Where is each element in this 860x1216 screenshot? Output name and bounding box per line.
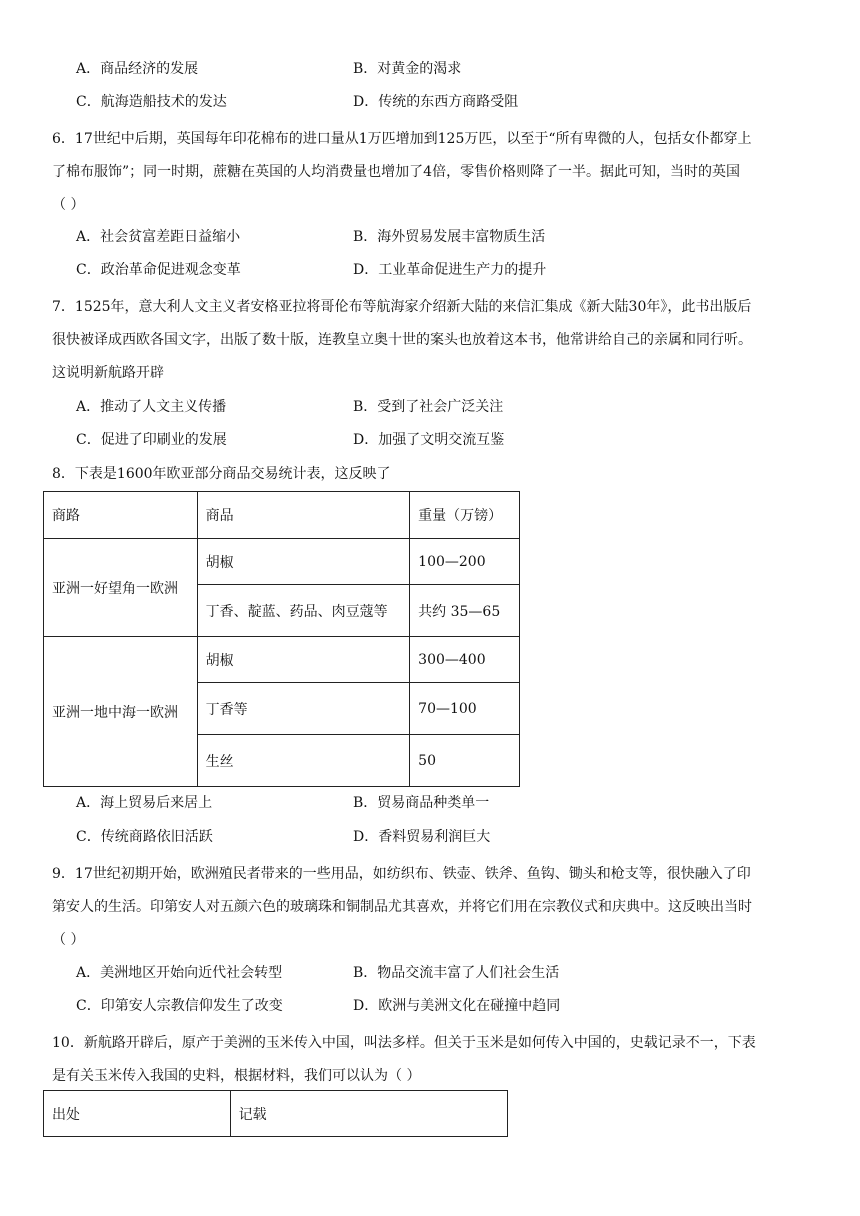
q10-stem-line: 10．新航路开辟后，原产于美洲的玉米传入中国，叫法多样。但关于玉米是如何传入中国的，史载记录不一，下表 [52,1035,756,1051]
q8-option-b: B．贸易商品种类单一 [353,795,490,811]
q6-stem-line: 6．17世纪中后期，英国每年印花棉布的进口量从1万匹增加到125万匹，以至于“所有卑微的人，包括女仆都穿上 [52,131,752,147]
goods-cell: 胡椒 [197,539,410,585]
q7-option-c: C．促进了印刷业的发展 [76,432,227,448]
q8-option-a: A．海上贸易后来居上 [76,795,213,811]
table-row [44,539,520,585]
q9-option-c: C．印第安人宗教信仰发生了改变 [76,998,283,1014]
table-header-weight: 重量（万镑） [410,492,520,539]
table-header-row [44,1091,508,1137]
q5-option-b: B．对黄金的渴求 [353,61,462,77]
weight-cell: 300—400 [410,637,520,683]
q9-option-b: B．物品交流丰富了人们社会生活 [353,965,560,981]
table-header-source: 出处 [44,1091,231,1137]
q9-stem-line: 第安人的生活。印第安人对五颜六色的玻璃珠和铜制品尤其喜欢，并将它们用在宗教仪式和庆典中。这反映出当时 [52,899,752,915]
q6-option-b: B．海外贸易发展丰富物质生活 [353,229,546,245]
q6-option-a: A．社会贫富差距日益缩小 [76,229,241,245]
q10-stem-line: 是有关玉米传入我国的史料，根据材料，我们可以认为（ ） [52,1068,421,1084]
q7-option-b: B．受到了社会广泛关注 [353,399,504,415]
goods-cell: 生丝 [197,735,410,787]
table-header-goods: 商品 [197,492,410,539]
table-header-record: 记载 [230,1091,507,1137]
q6-option-c: C．政治革命促进观念变革 [76,262,241,278]
table-header-route: 商路 [44,492,198,539]
weight-cell: 70—100 [410,683,520,735]
q8-trade-table [43,491,520,787]
q9-option-a: A．美洲地区开始向近代社会转型 [76,965,283,981]
q9-stem [52,858,812,957]
q10-source-table [43,1090,508,1137]
q5-option-d: D．传统的东西方商路受阻 [353,94,519,110]
q10-stem [52,1027,812,1093]
route-cell: 亚洲一好望角一欧洲 [44,539,198,637]
weight-cell: 共约 35—65 [410,585,520,637]
table-header-row [44,492,520,539]
goods-cell: 丁香等 [197,683,410,735]
q6-stem-line: （ ） [52,197,85,213]
q8-option-d: D．香料贸易利润巨大 [353,829,491,845]
q9-stem-line: （ ） [52,932,85,948]
table-row [44,637,520,683]
q5-option-a: A．商品经济的发展 [76,61,199,77]
q7-stem-line: 很快被译成西欧各国文字，出版了数十版，连教皇立奥十世的案头也放着这本书，他常讲给自己的亲属和同行听。 [52,332,752,348]
weight-cell: 50 [410,735,520,787]
q7-stem-line: 7．1525年，意大利人文主义者安格亚拉将哥伦布等航海家介绍新大陆的来信汇集成《新大陆30年》，此书出版后 [52,299,752,315]
q6-stem [52,123,812,222]
q6-option-d: D．工业革命促进生产力的提升 [353,262,547,278]
q7-stem [52,291,812,390]
route-cell: 亚洲一地中海一欧洲 [44,637,198,787]
q8-option-c: C．传统商路依旧活跃 [76,829,213,845]
q9-stem-line: 9．17世纪初期开始，欧洲殖民者带来的一些用品，如纺织布、铁壶、铁斧、鱼钩、锄头和枪支等，很快融入了印 [52,866,751,882]
weight-cell: 100—200 [410,539,520,585]
q7-stem-line: 这说明新航路开辟 [52,365,164,381]
q7-option-a: A．推动了人文主义传播 [76,399,227,415]
goods-cell: 胡椒 [197,637,410,683]
q6-stem-line: 了棉布服饰”；同一时期，蔗糖在英国的人均消费量也增加了4倍，零售价格则降了一半。据此可知，当时的英国 [52,164,741,180]
q5-option-c: C．航海造船技术的发达 [76,94,227,110]
q9-option-d: D．欧洲与美洲文化在碰撞中趋同 [353,998,561,1014]
goods-cell: 丁香、靛蓝、药品、肉豆蔻等 [197,585,410,637]
q8-stem: 8．下表是1600年欧亚部分商品交易统计表，这反映了 [52,466,391,482]
q7-option-d: D．加强了文明交流互鉴 [353,432,505,448]
